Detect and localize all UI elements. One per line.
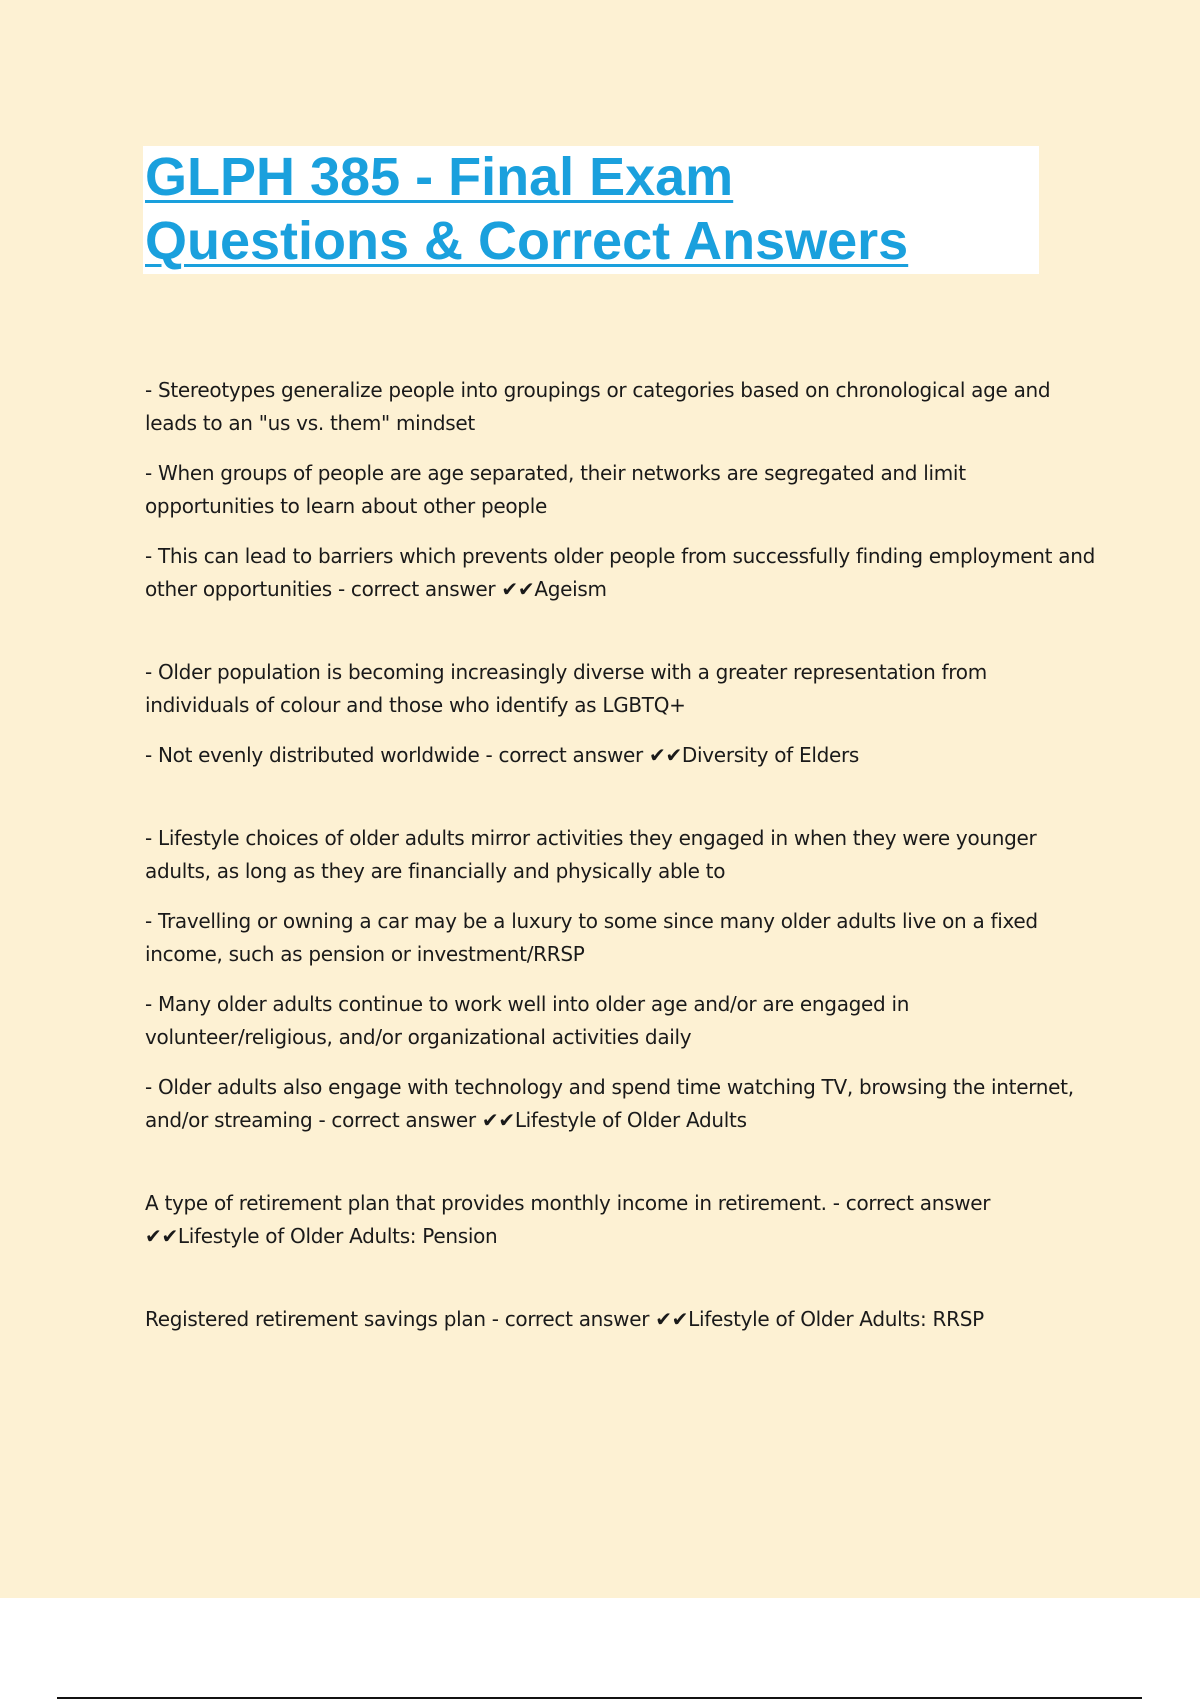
paragraph: - Lifestyle choices of older adults mirror activities they engaged in when they were younger adults, as long as they are financially and physically able to (145, 826, 1037, 883)
title-box (143, 146, 1039, 274)
paragraph: - Older population is becoming increasingly diverse with a greater representation from individuals of colour and those who identify as LGBTQ+ (145, 660, 987, 717)
document-body (145, 374, 1095, 1353)
qa-group-lifestyle (145, 822, 1095, 1137)
qa-group-pension (145, 1187, 1095, 1253)
paragraph-with-answer: - Not evenly distributed worldwide - correct answer ✔✔Diversity of Elders (145, 743, 860, 767)
paragraph: - Many older adults continue to work well into older age and/or are engaged in volunteer/religious, and/or organizational activities daily (145, 992, 910, 1049)
title-line-1: GLPH 385 - Final Exam (145, 147, 734, 207)
paragraph-with-answer: Registered retirement savings plan - correct answer ✔✔Lifestyle of Older Adults: RRSP (145, 1307, 984, 1331)
paragraph-with-answer: A type of retirement plan that provides monthly income in retirement. - correct answer ✔✔Lifestyle of Older Adults: Pension (145, 1191, 991, 1248)
paragraph-with-answer: - Older adults also engage with technology and spend time watching TV, browsing the internet, and/or streaming - correct answer ✔✔Lifestyle of Older Adults (145, 1075, 1074, 1132)
qa-group-diversity (145, 656, 1095, 772)
paragraph: - When groups of people are age separated, their networks are segregated and limit opportunities to learn about other people (145, 461, 966, 518)
footer-divider (57, 1697, 1142, 1699)
paragraph: - Travelling or owning a car may be a luxury to some since many older adults live on a fixed income, such as pension or investment/RRSP (145, 909, 1038, 966)
paragraph-with-answer: - This can lead to barriers which prevents older people from successfully finding employment and other opportunities - correct answer ✔✔Ageism (145, 544, 1095, 601)
paragraph: - Stereotypes generalize people into groupings or categories based on chronological age and leads to an "us vs. them" mindset (145, 378, 1051, 435)
qa-group-rrsp (145, 1303, 1095, 1336)
document-title[interactable] (145, 145, 1041, 273)
qa-group-ageism (145, 374, 1095, 606)
title-line-2: Questions & Correct Answers (145, 211, 909, 271)
